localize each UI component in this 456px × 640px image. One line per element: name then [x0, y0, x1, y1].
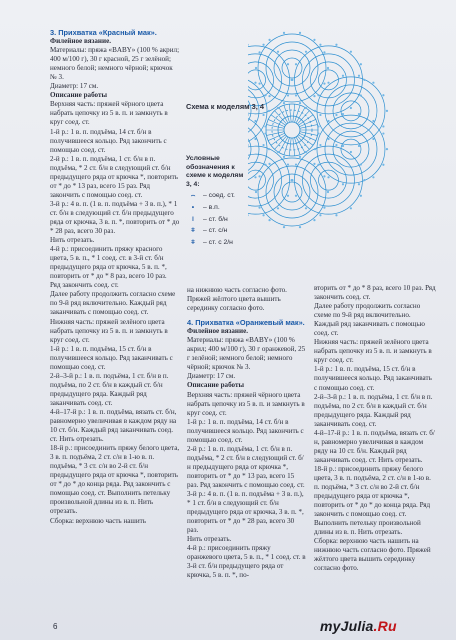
- petal-arc: [317, 77, 385, 145]
- diagram-title: Схема к моделям 3, 4: [186, 102, 265, 111]
- chain-dot: [283, 226, 285, 228]
- chain-dot: [254, 176, 256, 178]
- chain-dot: [264, 164, 266, 166]
- chain-dot: [264, 94, 266, 96]
- chain-dot: [314, 148, 316, 150]
- chain-dot: [305, 51, 307, 53]
- text-line: Нижняя часть: пряжей зелёного цвета набрать цепочку из 5 в. п. и замкнуть в круг соед. ст.: [50, 317, 168, 344]
- chain-dot: [287, 163, 289, 165]
- text-line: 2-й–3-й р.: 1 в. п. подъёма, 1 ст. б/н в п. подъёма, по 2 ст. б/н в каждый ст. б/н предыдущего ряда. Каждый ряд заканчивать соед. ст.: [50, 371, 169, 407]
- text-line: Далее работу продолжить согласно схеме по 9-й ряд включительно. Каждый ряд заканчивать с помощью соед. ст.: [50, 290, 176, 317]
- text-line: 3-й р.: 4 в. п. (1 в. п. подъёма + 3 в. п.), * 1 ст. б/н в следующий ст. б/н предыдущего ряда от крючка, 3 в. п. *, повторить от * до * 28 раз, всего 30 раз.: [187, 490, 304, 535]
- chain-dot: [350, 207, 352, 209]
- text-line: Нить отрезать.: [187, 535, 232, 544]
- chain-dot: [317, 125, 319, 127]
- page-number: 6: [53, 622, 58, 631]
- chain-dot: [254, 82, 256, 84]
- legend-label: – ст. с/н: [203, 227, 228, 235]
- chain-dot: [382, 132, 384, 134]
- petal-arc: [248, 131, 251, 167]
- chain-dot: [290, 179, 292, 181]
- stitch-mark: [293, 138, 295, 156]
- double-crochet-icon: ǂ: [191, 227, 195, 235]
- text-line: 18-й р.: присоединить пряжу белого цвета, 3 в. п. подъёма, 2 ст. с/н в 1-ю в. п. подъёма, * 3 ст. с/н во 2-й ст. б/н предыдущего ряда от крючка *, повторить от * до * до конца ряда. Ряд закончить с помощью соед. ст.: [314, 464, 431, 519]
- chain-dot: [372, 82, 374, 84]
- chain-dot: [372, 176, 374, 178]
- diagram-legend: [186, 155, 248, 247]
- petal-arc: [318, 70, 338, 90]
- petal-arc: [294, 146, 362, 214]
- chain-dot: [317, 164, 319, 166]
- petal-arc: [341, 101, 361, 121]
- chain-dot: [382, 164, 384, 166]
- chain-dot: [314, 110, 316, 112]
- chain-dot: [262, 44, 264, 46]
- chain-dot: [262, 114, 264, 116]
- chain-dot: [295, 63, 297, 65]
- chain-dot: [248, 214, 249, 216]
- text-line: 1-й р.: 1 в. п. подъёма, 15 ст. б/н в получившееся кольцо. Ряд заканчивать с помощью соед. ст.: [314, 365, 432, 392]
- chain-dot: [323, 207, 325, 209]
- chain-dot: [327, 67, 329, 69]
- chain-dot: [290, 79, 292, 81]
- chain-dot: [283, 156, 285, 158]
- petal-arc: [258, 158, 326, 226]
- legend-label: – соед. ст.: [203, 192, 235, 200]
- text-line: Верхняя часть: пряжей чёрного цвета набрать цепочку из 5 в. п. и замкнуть в круг соед. ст.: [187, 390, 305, 417]
- text-line: Материалы: пряжа «BABY» (100 % акрил; 400 м/100 г), 30 г оранжевой, 25 г зелёной; немного белой; немного чёрной; крючок № 3.: [187, 336, 306, 372]
- chain-dot: [342, 113, 344, 115]
- legend-label: – ст. с 2/н: [203, 238, 233, 246]
- chain-dot: [342, 75, 344, 77]
- chain-dot: [360, 63, 362, 65]
- chain-dot: [287, 94, 289, 96]
- legend-row: [186, 192, 248, 201]
- text-line: 1-й р.: 1 в. п. подъёма, 14 ст. б/н в получившееся кольцо. Ряд закончить с помощью соед. ст.: [187, 417, 304, 444]
- text-line: 4-й р.: присоединить пряжу оранжевого цвета, 5 в. п., * 1 соед. ст. в 3-й ст. б/н предыдущего ряда от крючка, 5 в. п. *, по-: [187, 544, 306, 580]
- text-line: Нижняя часть: пряжей зелёного цвета набрать цепочку из 5 в. п. и замкнуть в круг соед. ст.: [314, 338, 432, 365]
- text-line: 3-й р.: 4 в. п. (1 в. п. подъёма + 3 в. п.), * 1 ст. б/н в следующий ст. б/н предыдущего ряда от крючка, 3 в. п. *, повторить от * до * 28 раз, всего 30 раз.: [50, 199, 180, 236]
- text-line: 4-й–17-й р.: 1 в. п. подъёма, вязать ст. б/н, равномерно увеличивая в каждом ряду на 10 ст. б/н. Каждый ряд заканчивать соед. ст. Нить отрезать.: [50, 407, 177, 444]
- chain-dot: [327, 176, 329, 178]
- stitch-mark: [289, 138, 291, 156]
- chain-dot: [335, 114, 337, 116]
- text-line: 1-й р.: 1 в. п. подъёма, 14 ст. б/н в получившееся кольцо. Ряд закончить с помощью соед. ст.: [50, 127, 167, 154]
- legend-row: [186, 204, 248, 213]
- stitch-mark: [284, 105, 290, 122]
- chain-dot: [258, 51, 260, 53]
- text-line: 18-й р.: присоединить пряжу белого цвета, 3 в. п. подъёма, 2 ст. с/н в 1-ю в. п. подъёма, * 3 ст. с/н во 2-й ст. б/н предыдущего ряда от крючка *, повторить от * до * до конца ряда. Ряд закончить с помощью соед. ст. Выполнить петельку произвольной длины из в. п. Нить отрезать.: [50, 444, 180, 516]
- chain-dot: [258, 83, 260, 85]
- text-line: Диаметр: 17 см.: [187, 372, 236, 381]
- chain-dot: [327, 138, 329, 140]
- text-line: Филейное вязание.: [187, 327, 249, 336]
- chain-stitch-icon: •: [191, 203, 195, 211]
- text-line: 4-й р.: присоединить пряжу красного цвета, 5 в. п., * 1 соед. ст. в 3-й ст. б/н предыдущего ряда от крючка, 5 в. п. *, повторить от * до * 8 раз, всего 10 раз.: [50, 245, 167, 281]
- chain-dot: [268, 39, 270, 41]
- chain-dot: [313, 39, 315, 41]
- chain-dot: [258, 207, 260, 209]
- petal-arc: [258, 34, 326, 102]
- chain-dot: [268, 163, 270, 165]
- text-line: 4-й–17-й р.: 1 в. п. подъёма, вязать ст. б/н, равномерно увеличивая в каждом ряду на 10 ст. б/н. Каждый ряд заканчивать соед. ст. Нить отрезать.: [314, 428, 435, 464]
- chain-dot: [327, 191, 329, 193]
- chain-dot: [317, 94, 319, 96]
- chain-dot: [287, 63, 289, 65]
- legend-label: – в.п.: [203, 203, 220, 211]
- stitch-mark: [293, 104, 295, 122]
- chain-dot: [254, 138, 256, 140]
- chain-dot: [299, 102, 301, 104]
- petal-arc: [341, 139, 361, 159]
- chain-dot: [327, 82, 329, 84]
- chain-dot: [372, 120, 374, 122]
- petal-arc: [317, 115, 385, 183]
- chain-dot: [342, 145, 344, 147]
- chain-dot: [277, 107, 279, 109]
- chain-dot: [358, 145, 360, 147]
- text-line: Верхняя часть: пряжей чёрного цвета набрать цепочку из 5 в. п. и замкнуть в круг соед. ст.: [50, 100, 168, 127]
- chain-dot: [335, 214, 337, 216]
- text-line: Описание работы: [187, 381, 244, 390]
- chain-dot: [295, 94, 297, 96]
- petal-arc: [294, 46, 362, 114]
- chain-dot: [342, 183, 344, 185]
- text-line: Выполнить петельку произвольной длины из в. п. Нить отрезать.: [314, 519, 421, 537]
- watermark-tld: .Ru: [373, 618, 397, 634]
- stitch-mark: [294, 105, 300, 122]
- chain-dot: [319, 144, 321, 146]
- chain-dot: [264, 132, 266, 134]
- chain-dot: [305, 151, 307, 153]
- chain-dot: [323, 175, 325, 177]
- chain-dot: [360, 94, 362, 96]
- chain-dot: [255, 67, 257, 69]
- legend-title: Условные обозначения к схеме к моделям 3, 4:: [186, 155, 244, 188]
- text-line: Ряд закончить соед. ст.: [50, 281, 119, 290]
- model-4-instructions-cont: [314, 284, 436, 574]
- chain-dot: [313, 163, 315, 165]
- chain-dot: [319, 44, 321, 46]
- crochet-chart-diagram: [248, 0, 456, 292]
- chain-dot: [255, 191, 257, 193]
- single-crochet-icon: ǀ: [192, 215, 194, 223]
- chain-dot: [268, 148, 270, 150]
- chain-dot: [350, 107, 352, 109]
- left-text-column: [50, 28, 180, 526]
- text-line: 2-й р.: 1 в. п. подъёма, 1 ст. б/н в п. подъёма, * 2 ст. б/н в следующий ст. б/н предыдущего ряда от крючка *, повторить от * до * 13 раз, всего 15 раз. Ряд закончить с помощью соед. ст.: [50, 154, 178, 199]
- chain-dot: [323, 83, 325, 85]
- text-line: 2-й р.: 1 в. п. подъёма, 1 ст. б/н в п. подъёма, * 2 ст. б/н в следующий ст. б/н предыдущего ряда от крючка *, повторить от * до * 13 раз, всего 15 раз. Ряд закончить с помощью соед. ст.: [187, 444, 305, 489]
- watermark-main: myJulia: [320, 618, 374, 634]
- chain-dot: [317, 132, 319, 134]
- chain-dot: [277, 207, 279, 209]
- chain-dot: [335, 144, 337, 146]
- chain-dot: [358, 183, 360, 185]
- legend-row: [186, 216, 248, 225]
- model-4-title: 4. Прихватка «Оранжевый мак».: [187, 318, 305, 328]
- chain-dot: [299, 156, 301, 158]
- chain-dot: [268, 110, 270, 112]
- legend-row: [186, 227, 248, 236]
- model-3-assembly-end: [187, 286, 307, 313]
- chain-dot: [283, 102, 285, 104]
- chain-dot: [335, 44, 337, 46]
- chain-dot: [327, 120, 329, 122]
- chain-dot: [363, 79, 365, 81]
- chain-dot: [350, 151, 352, 153]
- chain-dot: [313, 219, 315, 221]
- text-line: Далее работу продолжить согласно схеме по 9-й ряд включительно. Каждый ряд заканчивать с помощью соед. ст.: [314, 302, 425, 338]
- model-4-instructions: [187, 327, 307, 580]
- chain-dot: [323, 51, 325, 53]
- text-line: Диаметр: 17 см.: [50, 82, 99, 91]
- chain-dot: [386, 110, 388, 112]
- chain-dot: [360, 163, 362, 165]
- chain-dot: [372, 138, 374, 140]
- chain-dot: [262, 144, 264, 146]
- stitch-mark: [294, 138, 300, 155]
- text-line: 1-й р.: 1 в. п. подъёма, 15 ст. б/н в получившееся кольцо. Ряд заканчивать с помощью соед. ст.: [50, 344, 173, 371]
- petal-arc: [282, 182, 302, 202]
- chain-dot: [283, 32, 285, 34]
- chain-dot: [319, 114, 321, 116]
- treble-crochet-icon: ǂ: [191, 238, 195, 246]
- legend-row: [186, 239, 248, 248]
- site-watermark: [320, 618, 397, 634]
- chain-dot: [277, 51, 279, 53]
- chain-dot: [254, 120, 256, 122]
- chain-dot: [277, 151, 279, 153]
- text-line: 2-й–3-й р.: 1 в. п. подъёма, 1 ст. б/н в п. подъёма, по 2 ст. б/н в каждый ст. б/н предыдущего ряда. Каждый ряд заканчивать соед. ст.: [314, 392, 433, 428]
- stitch-mark: [284, 138, 290, 155]
- chain-dot: [299, 32, 301, 34]
- chain-dot: [319, 214, 321, 216]
- text-line: Филейное вязание.: [50, 37, 112, 46]
- chain-dot: [287, 195, 289, 197]
- chain-dot: [268, 95, 270, 97]
- petal-arc: [282, 58, 302, 78]
- text-line: на нижнюю часть согласно фото. Пряжей жёлтого цвета вышить серединку согласно фото.: [187, 286, 287, 313]
- chain-dot: [248, 144, 249, 146]
- chain-dot: [248, 44, 249, 46]
- chain-dot: [299, 226, 301, 228]
- text-line: Описание работы: [50, 91, 107, 100]
- model-3-instructions: [50, 37, 180, 526]
- text-line: Сборка: верхнюю часть нашить на нижнюю часть согласно фото. Пряжей жёлтого цвета вышить серединку согласно фото.: [314, 537, 431, 573]
- text-line: Сборка: верхнюю часть нашить: [50, 516, 146, 525]
- legend-label: – ст. б/н: [203, 215, 228, 223]
- chain-dot: [264, 125, 266, 127]
- slip-stitch-icon: ⌢: [190, 192, 196, 200]
- chain-dot: [305, 207, 307, 209]
- chain-dot: [350, 51, 352, 53]
- text-line: Нить отрезать.: [50, 236, 95, 245]
- chain-dot: [295, 163, 297, 165]
- chain-dot: [268, 219, 270, 221]
- petal-arc: [318, 170, 338, 190]
- chain-dot: [360, 195, 362, 197]
- chain-dot: [305, 107, 307, 109]
- stitch-mark: [289, 104, 291, 122]
- chain-dot: [295, 195, 297, 197]
- chain-dot: [358, 113, 360, 115]
- chain-dot: [262, 214, 264, 216]
- chain-dot: [313, 95, 315, 97]
- chain-dot: [386, 148, 388, 150]
- chain-dot: [358, 75, 360, 77]
- model-3-title: 3. Прихватка «Красный мак».: [50, 28, 157, 37]
- text-line: Материалы: пряжа «BABY» (100 % акрил; 400 м/100 г), 30 г красной, 25 г зелёной; немного белой; немного чёрной; крючок № 3.: [50, 46, 180, 82]
- text-line: вторить от * до * 8 раз, всего 10 раз. Ряд закончить соед. ст.: [314, 284, 436, 302]
- chain-dot: [382, 125, 384, 127]
- middle-text-column: [187, 286, 307, 581]
- chain-dot: [258, 175, 260, 177]
- right-text-column: [314, 284, 436, 574]
- chain-dot: [382, 94, 384, 96]
- chain-dot: [248, 114, 249, 116]
- chain-dot: [363, 179, 365, 181]
